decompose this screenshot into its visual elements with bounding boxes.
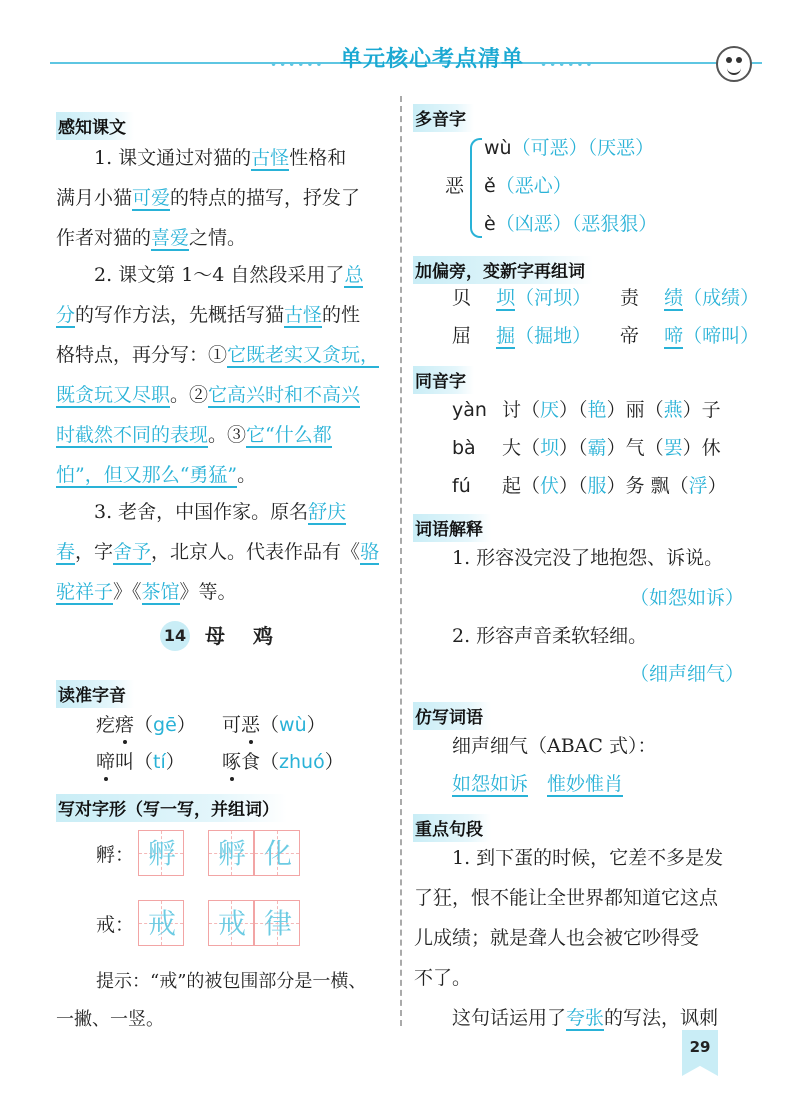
writing-grid-1: 孵 [138, 830, 184, 876]
page-title: 单元核心考点清单 [340, 47, 525, 72]
writing-grid-5: 戒 [208, 900, 254, 946]
lesson-title: 母鸡 [205, 624, 301, 648]
section-word-meaning: 词语解释 [413, 514, 491, 542]
definition-2: 2. 形容声音柔软轻细。 [452, 625, 648, 647]
paragraph-1: 1. 课文通过对猫的古怪性格和 满月小猫可爱的特点的描写，抒发了 作者对猫的喜爱之情。 [56, 147, 361, 249]
lesson-number-badge: 14 [160, 621, 190, 651]
section-key-sentences: 重点句段 [413, 814, 491, 842]
pron-item-4: 啄食（zhuó） [222, 751, 344, 773]
section-character-writing: 写对字形（写一写，并组词） [56, 794, 287, 822]
writing-grid-6: 律 [254, 900, 300, 946]
definition-1: 1. 形容没完没了地抱怨、诉说。 [452, 547, 724, 569]
tip-line-1: 提示：“戒”的被包围部分是一横、 [96, 971, 367, 992]
polyphonic-char: 恶 [445, 175, 465, 197]
poly-line-3: è（凶恶）（恶狠狠） [484, 213, 658, 235]
radical-item-2: 责 绩（成绩） [620, 287, 760, 309]
paragraph-3: 3. 老舍，中国作家。原名舒庆 春，字舍予，北京人。代表作品有《骆 驼祥子》《茶馆》等。 [56, 501, 380, 603]
header-dots-right: •••••• [540, 58, 595, 72]
brace [470, 138, 482, 238]
homophone-row-1: yàn 讨（厌）（艳）丽（燕）子 [452, 399, 721, 421]
homophone-row-3: fú 起（伏）（服）务 飘（浮） [452, 475, 727, 497]
column-divider [400, 96, 402, 1026]
radical-item-3: 屈 掘（掘地） [452, 325, 592, 347]
section-add-radical: 加偏旁，变新字再组词 [413, 256, 593, 284]
definition-1-answer: （如怨如诉） [629, 587, 744, 609]
definition-2-answer: （细声细气） [629, 663, 744, 685]
key-sentence: 1. 到下蛋的时候，它差不多是发 了狂，恨不能让全世界都知道它这点 儿成绩；就是聋人也会被它吵得受 不了。 这句话运用了夸张的写法，讽刺 [414, 847, 724, 1029]
header-dots-left: •••••• [270, 58, 325, 72]
mascot-icon [716, 46, 752, 82]
radical-item-1: 贝 坝（河坝） [452, 287, 592, 309]
section-perceive-text: 感知课文 [56, 112, 134, 140]
tip-line-2: 一撇、一竖。 [56, 1009, 164, 1030]
homophone-row-2: bà 大（坝）（霸）气（罢）休 [452, 437, 721, 459]
pron-item-3: 啼叫（tí） [96, 751, 185, 773]
writing-grid-2: 孵 [208, 830, 254, 876]
section-pronunciation: 读准字音 [56, 680, 134, 708]
section-polyphonic: 多音字 [413, 104, 474, 132]
section-imitation: 仿写词语 [413, 702, 491, 730]
writing-grid-4: 戒 [138, 900, 184, 946]
imitation-prompt: 细声细气（ABAC 式）： [452, 735, 657, 757]
poly-line-1: wù（可恶）（厌恶） [484, 137, 655, 159]
writing-grid-3: 化 [254, 830, 300, 876]
pron-item-2: 可恶（wù） [222, 714, 326, 736]
pron-item-1: 疙瘩（gē） [96, 714, 196, 736]
radical-item-4: 帝 啼（啼叫） [620, 325, 760, 347]
paragraph-2: 2. 课文第 1～4 自然段采用了总 分的写作方法，先概括写猫古怪的性 格特点，再分写：①它既老实又贪玩， 既贪玩又尽职。②它高兴时和不高兴 时截然不同的表现。③它“什么都 怕”，但又那么“勇猛”。 [56, 264, 380, 486]
write-label-2: 戒： [96, 914, 135, 936]
section-homophones: 同音字 [413, 366, 474, 394]
imitation-answers: 如怨如诉 惟妙惟肖 [452, 773, 624, 795]
write-label-1: 孵： [96, 844, 135, 866]
page-number: 29 [689, 1038, 711, 1056]
poly-line-2: ě（恶心） [484, 175, 572, 197]
